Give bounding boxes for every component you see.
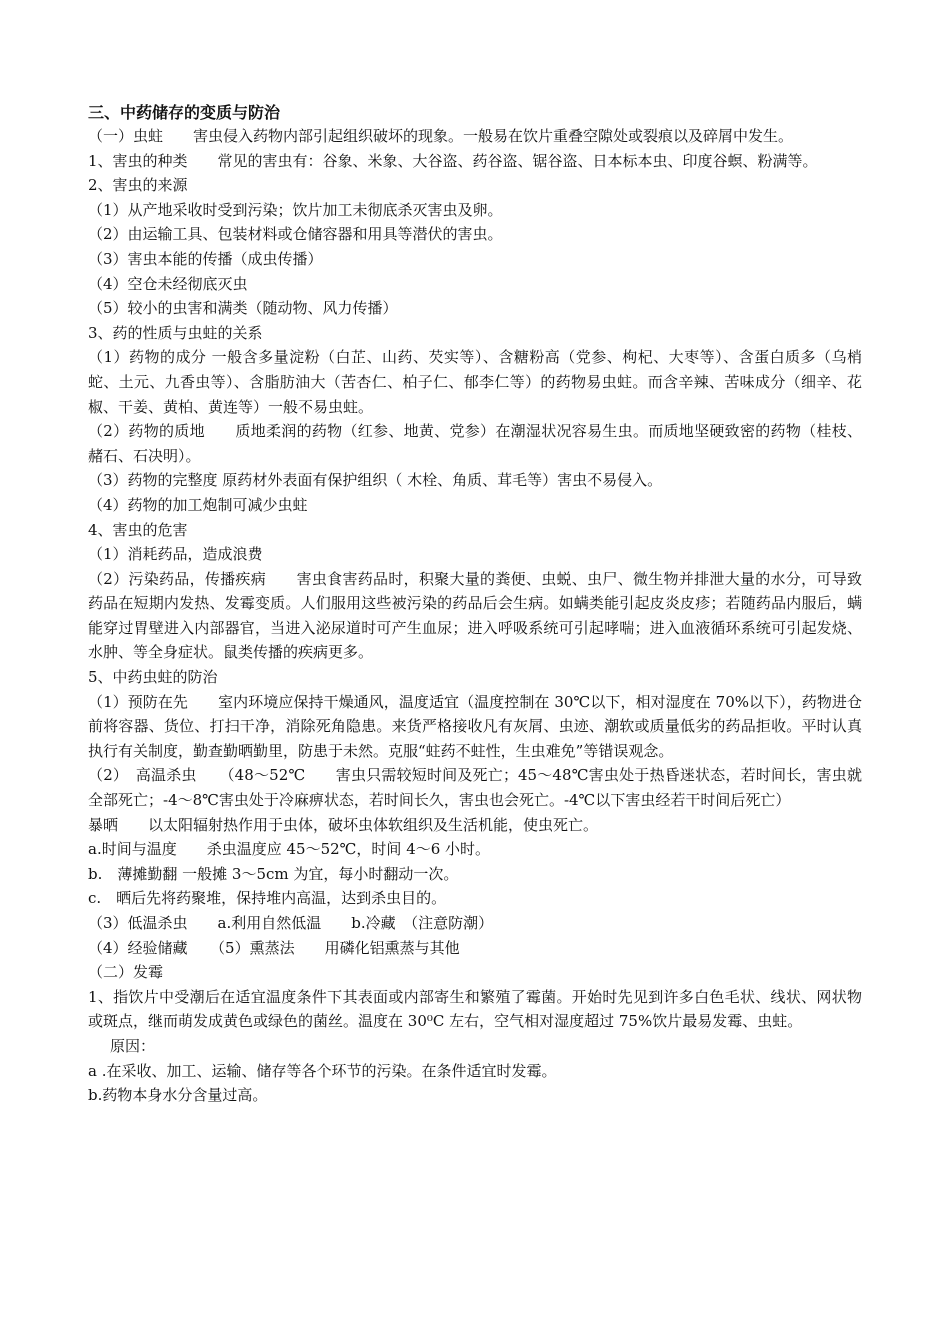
paragraph: （二）发霉 [88,963,164,982]
paragraph: 1、指饮片中受潮后在适宜温度条件下其表面或内部寄生和繁殖了霉菌。开始时先见到许多白色毛状、线状、网状物或斑点，继而萌发成黄色或绿色的菌丝。温度在 30⁰C 左右，空气相对湿度超过 75%饮片最易发霉、虫蛀。 [88,987,862,1031]
paragraph: （2）药物的质地 质地柔润的药物（红参、地黄、党参）在潮湿状况容易生虫。而质地坚硬致密的药物（桂枝、赭石、石决明）。 [88,422,862,465]
paragraph: a .在采收、加工、运输、储存等各个环节的污染。在条件适宜时发霉。 [88,1061,557,1080]
paragraph: （2）由运输工具、包装材料或仓储容器和用具等潜伏的害虫。 [88,225,503,244]
paragraph: 2、害虫的来源 [88,176,188,195]
paragraph: （1）药物的成分 一般含多量淀粉（白芷、山药、芡实等）、含糖粉高（党参、枸杞、大枣等）、含蛋白质多（乌梢蛇、土元、九香虫等）、含脂肪油大（苦杏仁、柏子仁、郁李仁等）的药物易虫蛀。而含辛辣、苦味成分（细辛、花椒、干姜、黄柏、黄连等）一般不易虫蛀。 [88,348,862,416]
paragraph: 原因： [110,1036,156,1055]
paragraph: 1、害虫的种类 常见的害虫有：谷象、米象、大谷盗、药谷盗、锯谷盗、日本标本虫、印度谷螟、粉满等。 [88,151,818,170]
paragraph: 4、害虫的危害 [88,520,188,539]
paragraph: （3）害虫本能的传播（成虫传播） [88,249,323,268]
paragraph: （1）从产地采收时受到污染；饮片加工未彻底杀灭害虫及卵。 [88,200,503,219]
paragraph: b.药物本身水分含量过高。 [88,1086,268,1105]
document-body [88,124,862,1108]
paragraph: （1）消耗药品，造成浪费 [88,545,263,564]
paragraph: （5）较小的虫害和满类（随动物、风力传播） [88,299,398,318]
paragraph: （2） 高温杀虫 （48～52℃ 害虫只需较短时间及死亡；45～48℃害虫处于热昏迷状态，若时间长，害虫就全部死亡；-4～8℃害虫处于冷麻痹状态，若时间长久，害虫也会死亡。-4℃以下害虫经若干时间后死亡） [88,766,862,810]
paragraph: （1）预防在先 室内环境应保持干燥通风，温度适宜（温度控制在 30℃以下，相对湿度在 70%以下），药物进仓前将容器、货位、打扫干净，消除死角隐患。来货严格接收凡有灰屑、虫迹、潮软或质量低劣的药品拒收。平时认真执行有关制度，勤查勤晒勤里，防患于未然。克服“蛀药不蛀性，生虫难免”等错误观念。 [88,692,862,760]
paragraph: （3）药物的完整度 原药材外表面有保护组织（ 木栓、角质、茸毛等）害虫不易侵入。 [88,471,663,490]
section-title: 三、中药储存的变质与防治 [88,103,281,122]
paragraph: a.时间与温度 杀虫温度应 45～52℃，时间 4～6 小时。 [88,840,491,859]
paragraph: （一）虫蛀 害虫侵入药物内部引起组织破坏的现象。一般易在饮片重叠空隙处或裂痕以及碎屑中发生。 [88,127,794,145]
paragraph: 5、中药虫蛀的防治 [88,668,218,687]
paragraph: b. 薄摊勤翻 一般摊 3～5cm 为宜，每小时翻动一次。 [88,864,459,883]
paragraph: （4）经验储藏 （5）熏蒸法 用磷化铝熏蒸与其他 [88,938,460,957]
paragraph: c. 晒后先将药聚堆，保持堆内高温，达到杀虫目的。 [88,889,447,908]
paragraph: （2）污染药品，传播疾病 害虫食害药品时，积聚大量的粪便、虫蜕、虫尸、微生物并排泄大量的水分，可导致药品在短期内发热、发霉变质。人们服用这些被污染的药品后会生病。如螨类能引起皮炎皮疹；若随药品内服后，螨能穿过胃壁进入内部器官，当进入泌尿道时可产生血尿；进入呼吸系统可引起哮喘；进入血液循环系统可引起发烧、水肿、等全身症状。鼠类传播的疾病更多。 [88,569,862,662]
paragraph: （3）低温杀虫 a.利用自然低温 b.冷藏 （注意防潮） [88,914,494,932]
paragraph: 暴晒 以太阳辐射热作用于虫体，破坏虫体软组织及生活机能，使虫死亡。 [88,815,599,834]
paragraph: （4）药物的加工炮制可减少虫蛀 [88,495,308,514]
paragraph: 3、药的性质与虫蛀的关系 [88,323,263,342]
paragraph: （4）空仓未经彻底灭虫 [88,274,248,293]
document-page [88,102,862,1108]
